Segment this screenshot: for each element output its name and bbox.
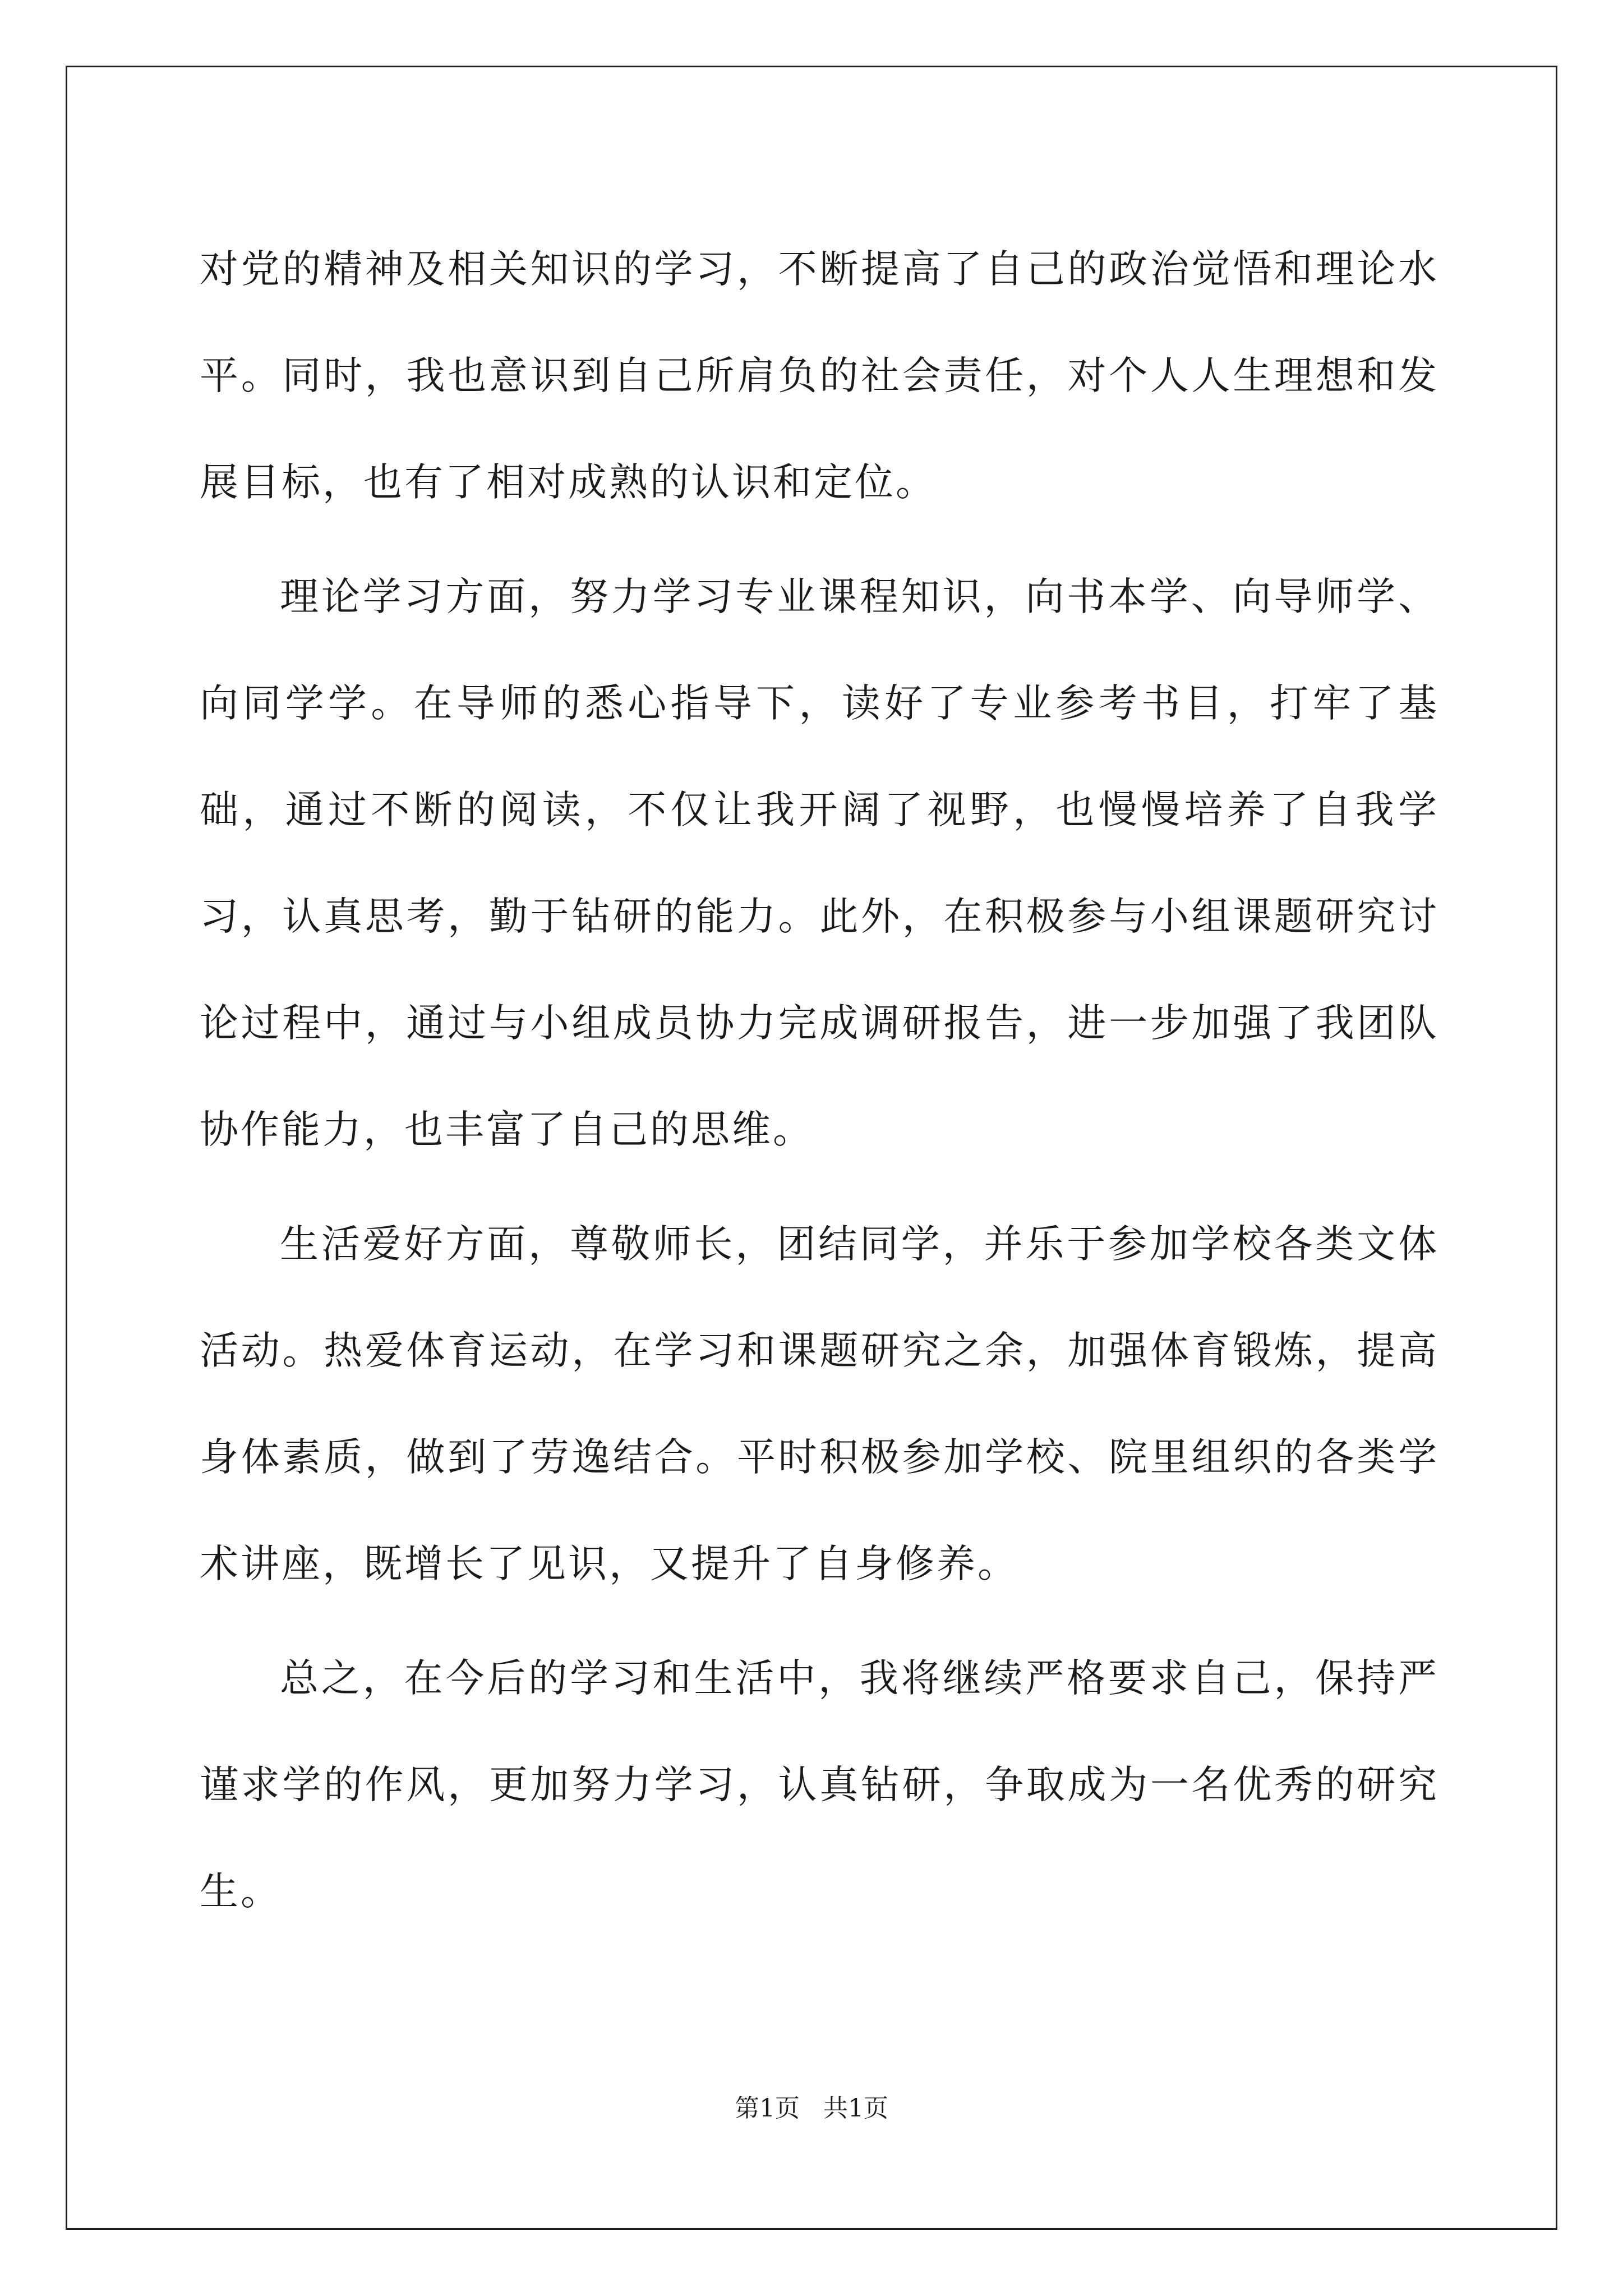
paragraph-3: 生活爱好方面，尊敬师长，团结同学，并乐于参加学校各类文体活动。热爱体育运动，在学习和课题研究之余，加强体育锻炼，提高身体素质，做到了劳逸结合。平时积极参加学校、院里组织的各类学术讲座，既增长了见识，又提升了自身修养。 [200,1222,1439,1586]
page-number-footer: 第1页 共1页 [735,2094,888,2123]
paragraph-4: 总之，在今后的学习和生活中，我将继续严格要求自己，保持严谨求学的作风，更加努力学习，认真钻研，争取成为一名优秀的研究生。 [200,1656,1439,1914]
paragraph-2: 理论学习方面，努力学习专业课程知识，向书本学、向导师学、向同学学。在导师的悉心指导下，读好了专业参考书目，打牢了基础，通过不断的阅读，不仅让我开阔了视野，也慢慢培养了自我学习，认真思考，勤于钻研的能力。此外，在积极参与小组课题研究讨论过程中，通过与小组成员协力完成调研报告，进一步加强了我团队协作能力，也丰富了自己的思维。 [200,574,1439,1152]
paragraph-1: 对党的精神及相关知识的学习，不断提高了自己的政治觉悟和理论水平。同时，我也意识到自己所肩负的社会责任，对个人人生理想和发展目标，也有了相对成熟的认识和定位。 [200,247,1439,505]
document-body [200,216,1439,1953]
